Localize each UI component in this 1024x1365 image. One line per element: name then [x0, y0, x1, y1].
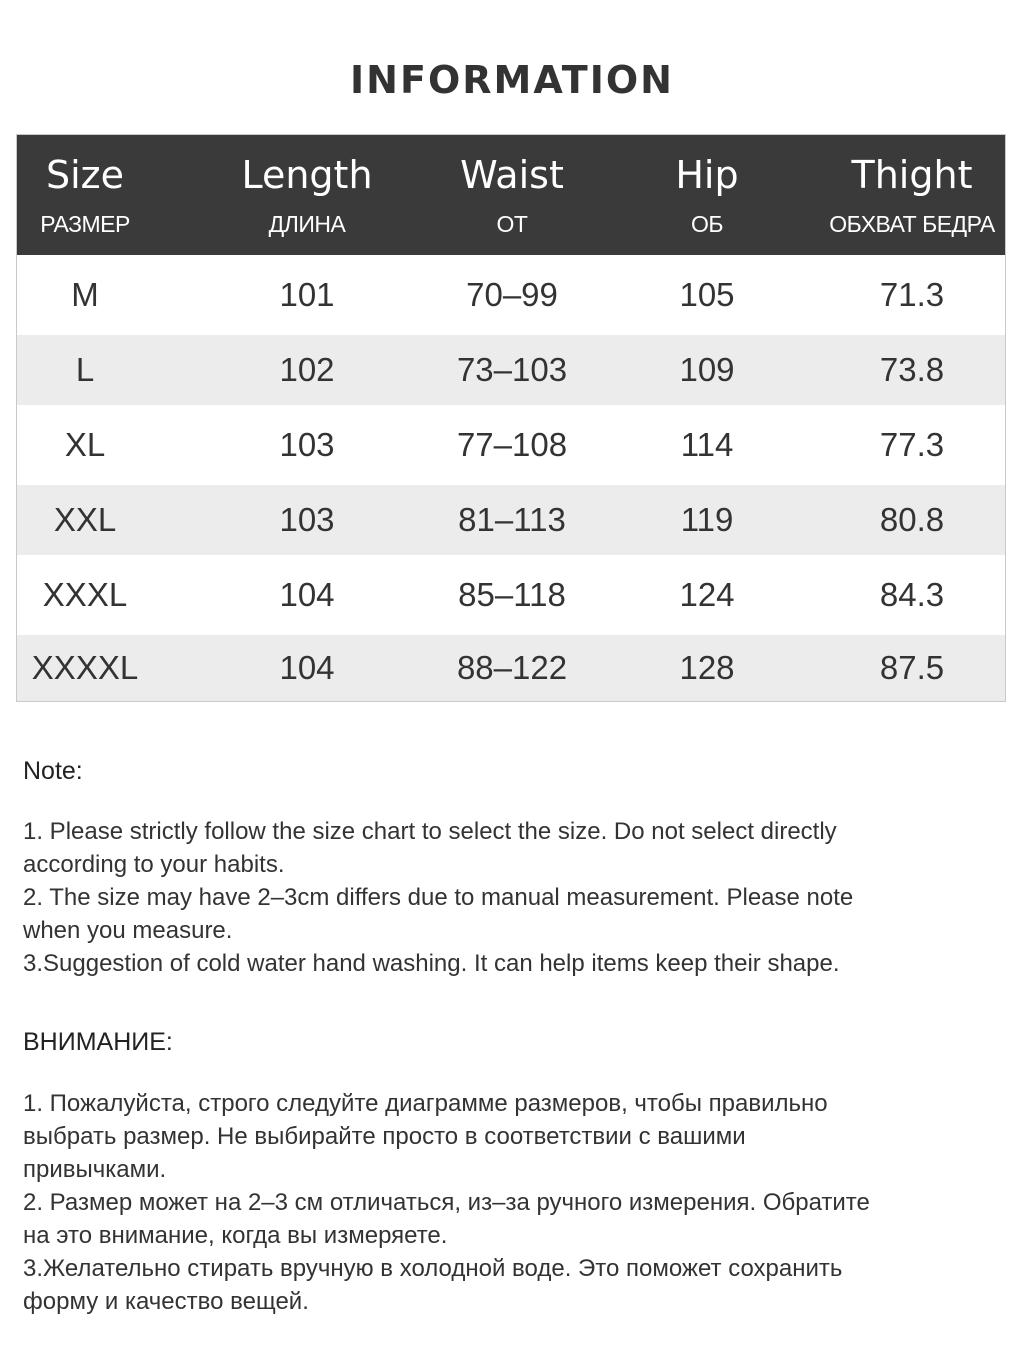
note-text	[23, 815, 998, 980]
note-heading: Note:	[23, 757, 83, 785]
table-row	[17, 405, 1005, 485]
cell-hip: 105	[679, 276, 735, 313]
table-row	[17, 255, 1005, 335]
cell-thigh: 80.8	[879, 501, 945, 538]
size-table	[16, 134, 1006, 702]
table-row	[17, 335, 1005, 405]
cell-length: 103	[279, 501, 335, 538]
note-line: 2. The size may have 2–3cm differs due to manual measurement. Please note	[23, 884, 854, 911]
cell-thigh: 71.3	[879, 276, 945, 313]
cell-size: XXXXL	[31, 649, 139, 686]
header-thigh-en: Thight	[851, 153, 973, 197]
header-size-ru: РАЗМЕР	[40, 211, 130, 237]
header-thigh-ru: ОБХВАТ БЕДРА	[829, 211, 995, 237]
attention-line: привычками.	[23, 1156, 167, 1183]
cell-size: M	[71, 276, 99, 313]
attention-line: 3.Желательно стирать вручную в холодной воде. Это поможет сохранить	[23, 1255, 843, 1282]
header-hip	[607, 135, 807, 255]
cell-length: 103	[279, 426, 335, 463]
header-thigh	[812, 135, 1012, 255]
header-hip-ru: ОБ	[691, 211, 723, 237]
note-line: when you measure.	[23, 917, 233, 944]
cell-waist: 77–108	[456, 426, 568, 463]
attention-heading: ВНИМАНИЕ:	[23, 1028, 173, 1056]
cell-length: 101	[279, 276, 335, 313]
attention-line: 2. Размер может на 2–3 см отличаться, из–за ручного измерения. Обратите	[23, 1189, 870, 1216]
cell-waist: 88–122	[456, 649, 568, 686]
attention-line: 1. Пожалуйста, строго следуйте диаграмме размеров, чтобы правильно	[23, 1090, 828, 1117]
cell-thigh: 84.3	[879, 576, 945, 613]
cell-thigh: 77.3	[879, 426, 945, 463]
cell-waist: 73–103	[456, 351, 568, 388]
cell-size: XL	[64, 426, 106, 463]
page-title: INFORMATION	[350, 58, 674, 102]
cell-hip: 114	[680, 426, 734, 463]
cell-hip: 128	[679, 649, 735, 686]
cell-size: XXXL	[42, 576, 128, 613]
cell-waist: 85–118	[458, 576, 566, 613]
attention-text	[23, 1087, 998, 1318]
header-waist-ru: ОТ	[496, 211, 528, 237]
header-size-en: Size	[45, 153, 124, 197]
cell-length: 104	[279, 649, 335, 686]
attention-line: форму и качество вещей.	[23, 1288, 309, 1315]
cell-thigh: 73.8	[879, 351, 945, 388]
table-header	[17, 135, 1005, 255]
cell-waist: 70–99	[466, 276, 558, 313]
table-row	[17, 485, 1005, 555]
header-length	[207, 135, 407, 255]
cell-hip: 119	[680, 501, 734, 538]
table-row	[17, 635, 1005, 701]
cell-size: L	[75, 351, 95, 388]
header-waist-en: Waist	[460, 153, 564, 197]
header-hip-en: Hip	[675, 153, 739, 197]
header-length-en: Length	[241, 153, 373, 197]
cell-hip: 109	[679, 351, 735, 388]
cell-thigh: 87.5	[879, 649, 945, 686]
cell-size: XXL	[53, 501, 117, 538]
cell-waist: 81–113	[458, 501, 566, 538]
cell-hip: 124	[679, 576, 735, 613]
cell-length: 104	[279, 576, 335, 613]
attention-line: на это внимание, когда вы измеряете.	[23, 1222, 448, 1249]
note-line: 1. Please strictly follow the size chart to select the size. Do not select directly	[23, 818, 837, 845]
header-length-ru: ДЛИНА	[268, 211, 346, 237]
header-size	[17, 135, 153, 255]
note-line: 3.Suggestion of cold water hand washing. It can help items keep their shape.	[23, 950, 840, 977]
table-row	[17, 555, 1005, 635]
header-waist	[412, 135, 612, 255]
cell-length: 102	[279, 351, 335, 388]
note-line: according to your habits.	[23, 851, 285, 878]
attention-line: выбрать размер. Не выбирайте просто в соответствии с вашими	[23, 1123, 746, 1150]
